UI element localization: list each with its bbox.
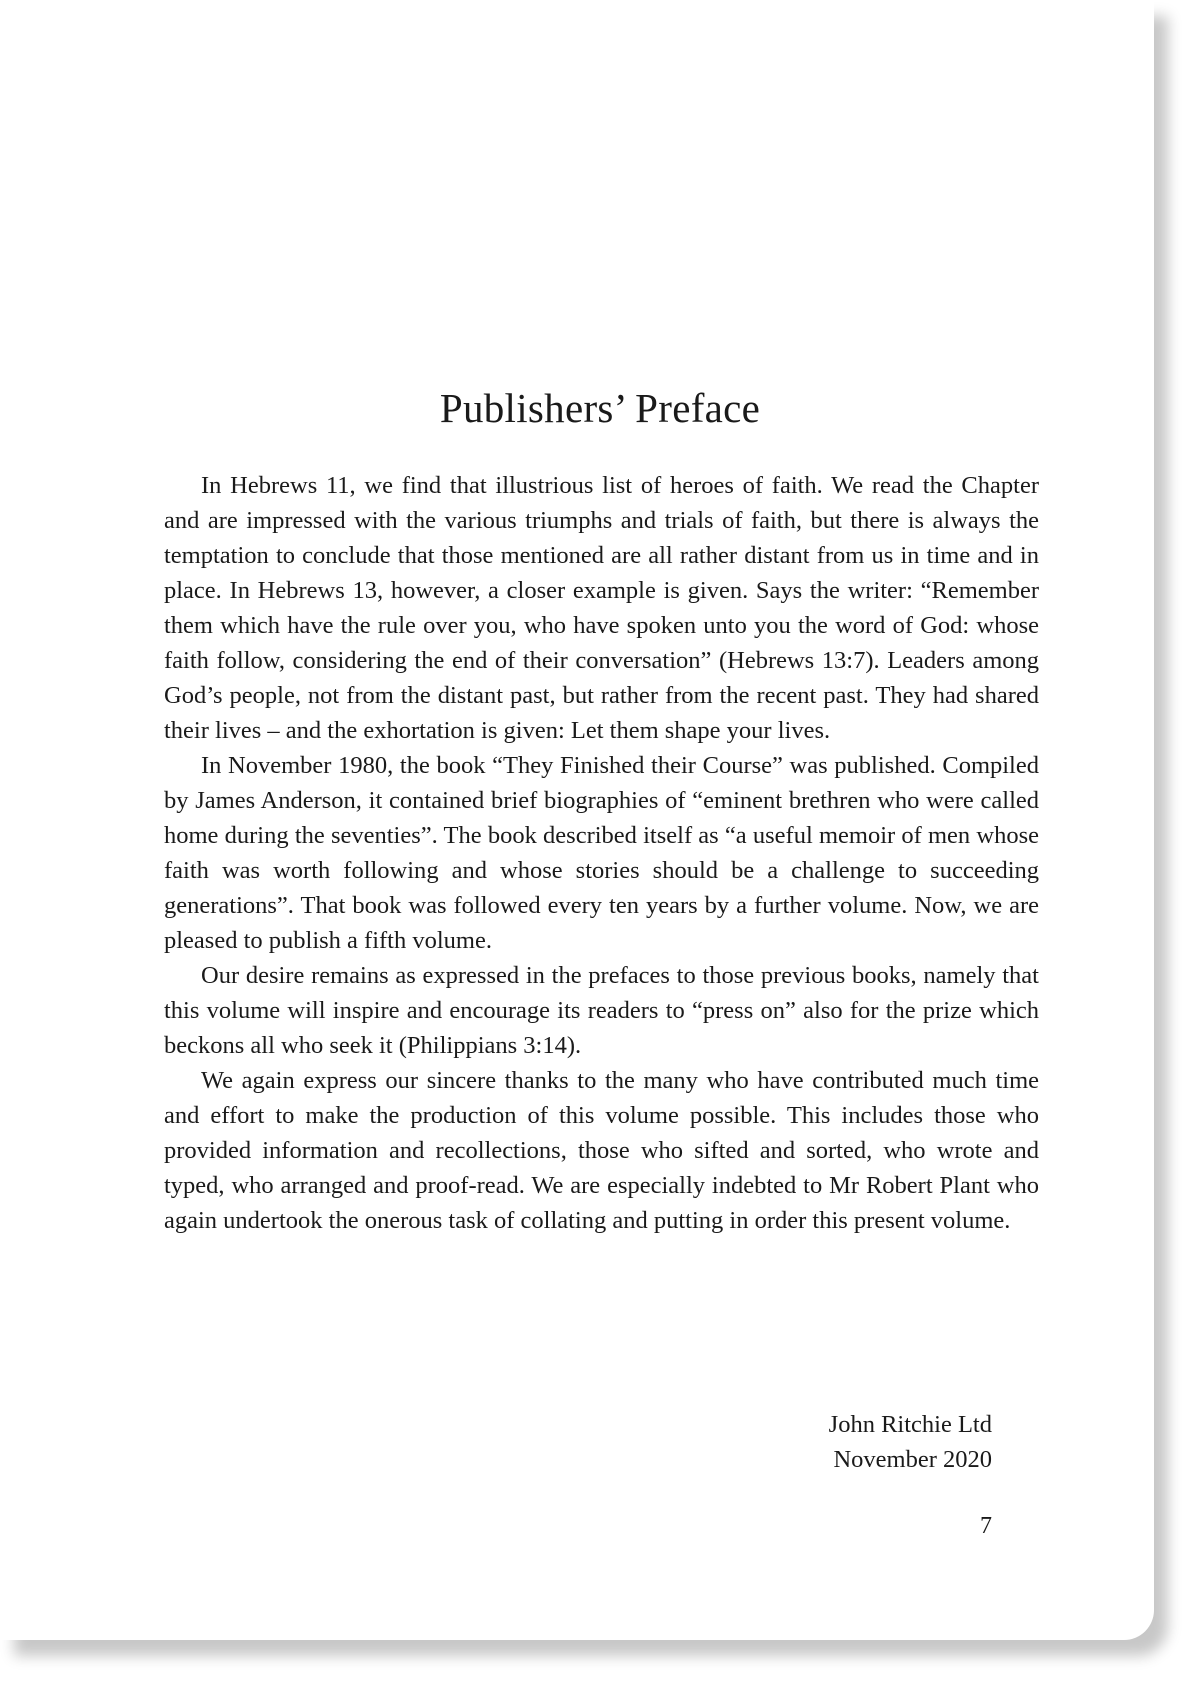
preface-body (164, 468, 1039, 1238)
paragraph-3: Our desire remains as expressed in the prefaces to those previous books, namely that this volume will inspire and encourage its readers to “press on” also for the prize which beckons all who seek it (Philippians 3:14). (164, 962, 1039, 1059)
page-number: 7 (980, 1513, 992, 1539)
paragraph-1: In Hebrews 11, we find that illustrious list of heroes of faith. We read the Chapter and are impressed with the various triumphs and trials of faith, but there is always the temptation to conclude that those mentioned are all rather distant from us in time and in place. In Hebrews 13, however, a closer example is given. Says the writer: “Remember them which have the rule over you, who have spoken unto you the word of God: whose faith follow, considering the end of their conversation” (Hebrews 13:7). Leaders among God’s people, not from the distant past, but rather from the recent past. They had shared their lives – and the exhortation is given: Let them shape your lives. (164, 472, 1039, 744)
paragraph-2: In November 1980, the book “They Finished their Course” was published. Compiled by James Anderson, it contained brief biographies of “eminent brethren who were called home during the seventies”. The book described itself as “a useful memoir of men whose faith was worth following and whose stories should be a challenge to succeeding generations”. That book was followed every ten years by a further volume. Now, we are pleased to publish a fifth volume. (164, 752, 1039, 954)
signature-name: John Ritchie Ltd (828, 1411, 992, 1438)
page-title: Publishers’ Preface (439, 385, 761, 431)
paragraph-4: We again express our sincere thanks to the many who have contributed much time and effort to make the production of this volume possible. This includes those who provided information and recollections, those who sifted and sorted, who wrote and typed, who arranged and proof-read. We are especially indebted to Mr Robert Plant who again undertook the onerous task of collating and putting in order this present volume. (164, 1067, 1039, 1234)
signature-block (829, 1407, 992, 1477)
signature-date: November 2020 (833, 1446, 992, 1473)
